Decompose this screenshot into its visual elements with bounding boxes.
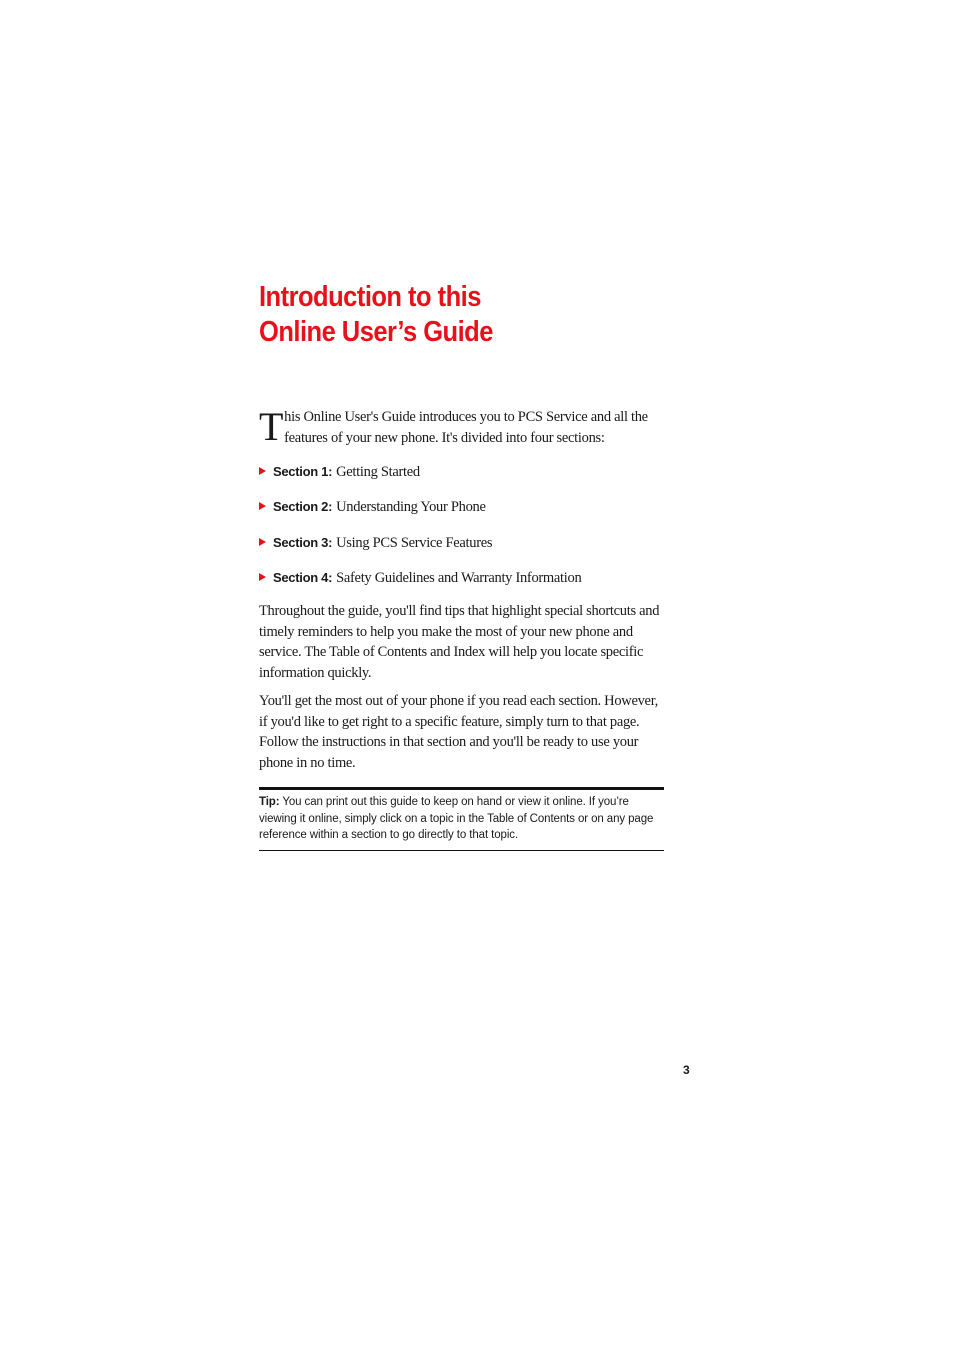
tip-text [259, 790, 664, 844]
section-item-1[interactable] [259, 462, 679, 497]
section-list [259, 462, 679, 603]
tip-label: Tip: [259, 796, 280, 808]
section-title: Safety Guidelines and Warranty Information [336, 569, 582, 586]
body-paragraph-tips: Throughout the guide, you'll find tips that highlight special shortcuts and timely reminders to help you make the most of your new phone and service. The Table of Contents and Index will help you locate specific information quickly. [259, 603, 660, 681]
section-item-3[interactable] [259, 533, 679, 568]
drop-cap: T [259, 404, 284, 449]
section-label: Section 3: [273, 534, 333, 550]
arrow-bullet-icon [259, 502, 266, 510]
intro-paragraph [259, 404, 669, 449]
body-paragraph-usage: You'll get the most out of your phone if you read each section. However, if you'd like to get right to a specific feature, simply turn to that page. Follow the instructions in that section and you'll be ready to use your phone in no time. [259, 693, 658, 771]
page-title-line-2: Online User’s Guide [259, 316, 493, 348]
section-label: Section 2: [273, 499, 333, 515]
page-title [259, 280, 493, 350]
section-item-4[interactable] [259, 568, 679, 603]
section-label: Section 4: [273, 569, 333, 585]
tip-box [259, 787, 664, 851]
page-title-line-1: Introduction to this [259, 281, 481, 313]
section-item-2[interactable] [259, 497, 679, 532]
arrow-bullet-icon [259, 467, 266, 475]
section-title: Using PCS Service Features [336, 534, 493, 551]
section-title: Getting Started [336, 464, 420, 480]
page-number: 3 [683, 1063, 690, 1077]
arrow-bullet-icon [259, 573, 266, 581]
tip-body: You can print out this guide to keep on hand or view it online. If you’re viewing it online, simply click on a topic in the Table of Contents or on any page reference within a section to go directly to that topic. [259, 796, 654, 841]
intro-text: his Online User's Guide introduces you to PCS Service and all the features of your new phone. It's divided into four sections: [284, 409, 648, 446]
section-title: Understanding Your Phone [336, 499, 486, 516]
arrow-bullet-icon [259, 538, 266, 546]
section-label: Section 1: [273, 464, 333, 479]
